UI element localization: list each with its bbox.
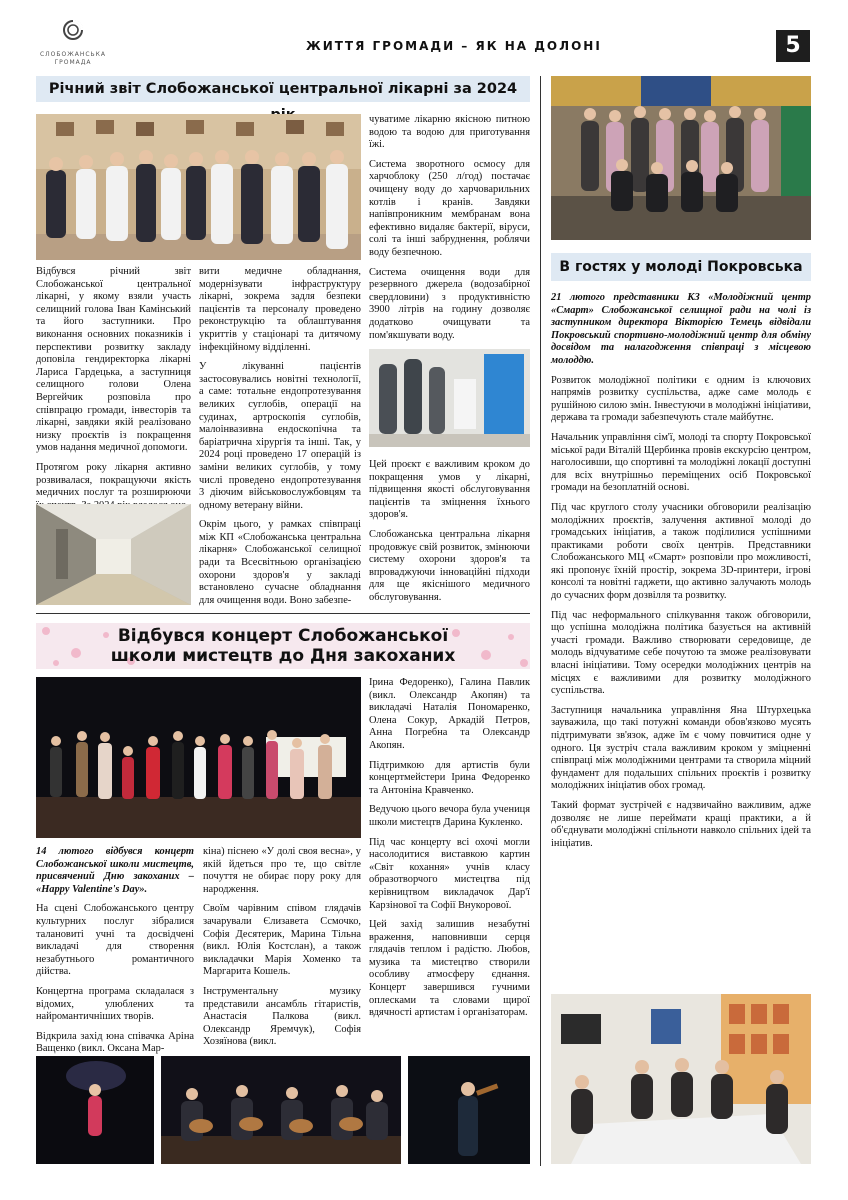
page-number: 5	[776, 30, 810, 62]
paragraph: Система очищення води для резервного джерела (водозабірної свердловини) з продуктивністю 3900 літрів на годину дозволяє додатково очищувати та пом'якшувати воду.	[369, 266, 530, 341]
article1-column-1	[36, 266, 191, 519]
logo-mark-icon	[28, 16, 118, 46]
running-title: ЖИТТЯ ГРОМАДИ – ЯК НА ДОЛОНІ	[306, 39, 602, 53]
paragraph: Ірина Федоренко), Галина Павлик (викл. Олександр Акопян) та викладачі Наталія Пономаренко, Олена Сокур, Аркадій Петров, Анна Погребна та Олександр Акопян.	[369, 677, 530, 751]
paragraph: Ведучою цього вечора була учениця школи мистецтв Дарина Кукленко.	[369, 804, 530, 828]
article3-body	[551, 292, 811, 857]
paragraph: Концертна програма складалася з відомих, улюблених та найромантичніших творів.	[36, 985, 194, 1023]
article2-title-banner	[36, 623, 530, 669]
paragraph: Своїм чарівним співом глядачів зачарували Єлизавета Ссмочко, Софія Десятерик, Марина Тільна (викл. Юлія Костслан), а також викладачки Марія Хоменко та Маргарита Кошель.	[203, 903, 361, 978]
article2-column-1	[36, 846, 194, 1063]
article3-title: В гостях у молоді Покровська	[551, 253, 811, 281]
round-table-photo	[551, 994, 811, 1164]
youth-group-photo	[551, 76, 811, 240]
lead-paragraph: 14 лютого відбувся концерт Слобожанської школи мистецтв, присвячений Дню закоханих – «Happy Valentine's Day».	[36, 846, 194, 895]
violinist-photo	[408, 1056, 530, 1164]
article1-column-3a	[369, 114, 530, 349]
paragraph: чуватиме лікарню якісною питною водою та водою для приготування їжі.	[369, 114, 530, 151]
paragraph: Цей захід залишив незабутні враження, наповнивши серця глядачів теплом і радістю. Любов, музика та мистецтво створили особливу атмосферу єднання. Концерт завершився гучними оплесками та словами щирої вдячності артистам і організаторам.	[369, 919, 530, 1019]
paragraph: Під час концерту всі охочі могли насолодитися виставкою картин «Світ кохання» учнів класу образотворчого мистецтва під керівництвом викладачок Дар'ї Карзінової та Софії Внукорової.	[369, 836, 530, 911]
paragraph: Під час неформального спілкування також обговорили, що успішна молодіжна політика базується на активній участі громади. Важливо створювати середовище, де молодь відчуватиме себе почутою та зможе реалізовувати власні ініціативи. Тому осередки молодіжних центрів на місцях є важливими для розвитку молодіжного суспільства.	[551, 609, 811, 697]
hospital-corridor-photo	[36, 504, 191, 605]
water-filter-photo	[369, 349, 530, 447]
paragraph: Слобожанська центральна лікарня продовжує свій розвиток, змінюючи систему охорони здоров'я та впроваджуючи інноваційні підходи для ще якіснішого медичного обслуговування.	[369, 528, 530, 603]
paragraph: Начальник управління сім'ї, молоді та спорту Покровської міської ради Віталій Щербинка провів екскурсію центром, наголосивши, що спортивні та молодіжні локації доступні для всіх внутрішньо переміщених осіб Покровської громади на безоплатній основі.	[551, 431, 811, 494]
paragraph: Заступниця начальника управління Яна Штурхецька зауважила, що такі потужні команди обов'язково мусять підтримувати зв'язок, адже їм є чому повчитися одне у одного. Ця зустріч стала важливим кроком у зміцненні співпраці між молодіжними центрами та створила міцний фундамент для подальших спільних проєктів і розвитку молодіжних ініціатив обох громад.	[551, 704, 811, 792]
guitar-ensemble-photo	[161, 1056, 401, 1164]
paragraph: Відкрила захід юна співачка Аріна Ващенко (викл. Оксана Мар-	[36, 1030, 194, 1055]
paragraph: Протягом року лікарня активно розвивалася, покращуючи якість медичних послуг та розширюючи	[36, 461, 191, 499]
article2-column-3	[369, 677, 530, 1027]
paragraph: Підтримкою для артистів були концертмейстери Ірина Федоренко та Антоніна Кравченко.	[369, 759, 530, 796]
article2-title-line2: школи мистецтв до Дня закоханих	[110, 646, 456, 666]
concert-stage-photo	[36, 677, 361, 838]
article1-column-3b	[369, 459, 530, 612]
paragraph: На сцені Слобожанського центру культурних послуг зібралися талановиті учні та досвідчені викладачі для створення незабутнього романтичного дійства.	[36, 903, 194, 978]
hospital-staff-photo	[36, 114, 361, 260]
paragraph: Інструментальну музику представили ансамбль гітаристів, Анастасія Палкова (викл. Олександр Яремчук), Софія Хозяїнова (викл.	[203, 985, 361, 1048]
paragraph: Окрім цього, у рамках співпраці між КП «Слобожанська центральна лікарня» Слобожанської селищної ради та Всесвітньою організацією охорони здоров'я у закладі встановлено сучасне обладнання для очищення води. Воно забезпе-	[199, 519, 361, 606]
paragraph: Система зворотного осмосу для харчоблоку (250 л/год) постачає очищену воду до харчоварильних котлів і кранів. Завдяки напівпроникним мембранам вона ефективно видаляє бактерії, віруси, солі та інші забруднення, роблячи воду безпечною.	[369, 158, 530, 258]
logo	[28, 16, 118, 64]
paragraph: Цей проєкт є важливим кроком до покращення умов у лікарні, підвищення якості обслуговування пацієнтів та зміцнення їхнього здоров'я.	[369, 459, 530, 521]
article2-column-2	[203, 846, 361, 1056]
paragraph: Розвиток молодіжної політики є одним із ключових напрямів розвитку суспільства, адже саме молодь є рушійною силою змін. Інвестуючи в молодіжні ініціативи, держава та громади забезпечують стале майбутнє.	[551, 374, 811, 424]
lead-paragraph: 21 лютого представники КЗ «Молодіжний центр «Смарт» Слобожанської селищної ради на чолі із заступником директора Вікторією Темець відвідали Покровський спортивно-молодіжний центр для обміну досвідом та налагодження співпраці з місцевою молоддю.	[551, 292, 811, 366]
singer-photo	[36, 1056, 154, 1164]
article1-column-2	[199, 266, 361, 614]
paragraph: Відбувся річний звіт Слобожанської центральної лікарні, у якому взяли участь селищний голова Іван Камінський та його заступники. Про виконання основних показників і перспективи розвитку закладу доповіла гендиректорка лікарні Лариса Гардецька, а заступниця селищного голови Олена Вергейчик розповіла про співпрацю громади, інвесторів та лікарні, завдяки якій реалізовано низку проєктів із покращення умов надання медичної допомоги.	[36, 266, 191, 454]
paragraph: У лікуванні пацієнтів застосовувались новітні технології, а саме: тотальне ендопротезування великих суглобів, операції на судинах, артроскопія суглобів, малоінвазивна ендоскопічна та баріатрична хірургія та інші. Так, у 2024 році проведено 17 операцій із заміни великих суглобів, у тому числі проведено ендопротезування 3 діючим військовослужбовцям та одному ветерану війни.	[199, 361, 361, 511]
logo-text: СЛОБОЖАНСЬКА ГРОМАДА	[39, 51, 106, 66]
column-divider	[540, 76, 541, 1166]
article1-title: Річний звіт Слобожанської центральної лікарні за 2024	[36, 76, 530, 102]
paragraph: Під час круглого столу учасники обговорили реалізацію молодіжних проєктів, залучення активної молоді до громадських ініціатив, а також поділилися успішними практиками роботи своїх центрів. Представники Слобожанського МЦ «Смарт» розповіли про можливості, які пропонує їхній простір, зокрема 3D-принтери, ігрові консолі та новітні гаджети, що активно залучають молодь до сучасних форм дозвілля та розвитку.	[551, 501, 811, 602]
paragraph: вити медичне обладнання, модернізувати інфраструктуру лікарні, зокрема задля безпеки пацієнтів та персоналу проведено реконструкцію та облаштування укриттів у стаціонарі та дитячому інфекційному відділенні.	[199, 266, 361, 353]
paragraph: кіна) піснею «У долі своя весна», у якій йдеться про те, що світле почуття не обирає пору року для народження.	[203, 846, 361, 895]
paragraph: Такий формат зустрічей є надзвичайно важливим, адже дозволяє не лише переймати кращі практики, а й об'єднувати молодіжні спільноти навколо спільних ідей та ініціатив.	[551, 799, 811, 849]
article2-title-line1: Відбувся концерт Слобожанської	[117, 626, 449, 646]
